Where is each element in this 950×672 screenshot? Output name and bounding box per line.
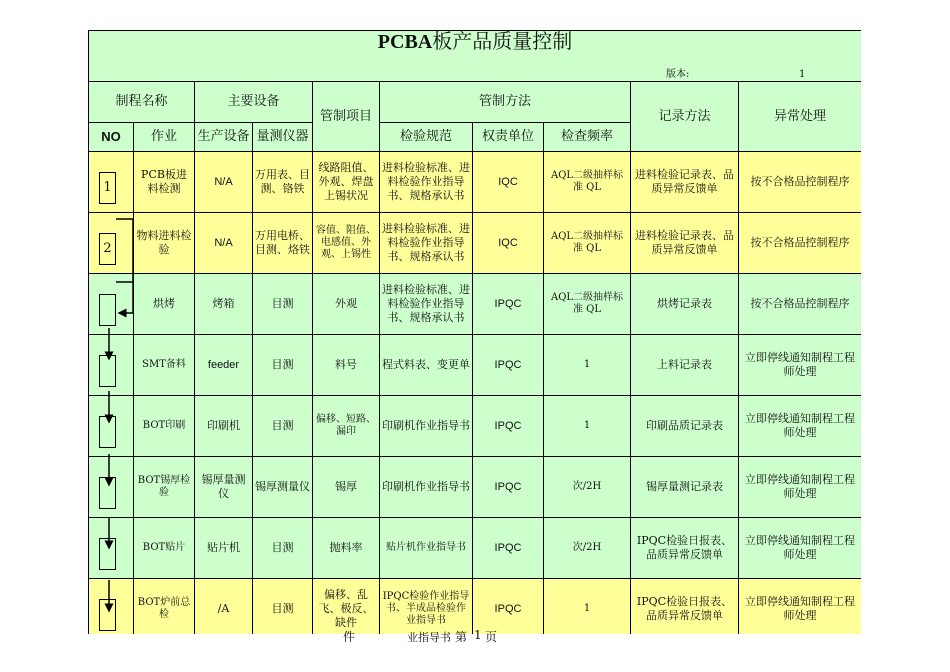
measuring-instrument-cell: 目测 <box>253 579 313 635</box>
responsible-unit-cell: IQC <box>473 152 544 213</box>
flow-step-box <box>99 294 116 326</box>
inspection-frequency-cell: 1 <box>544 579 631 635</box>
footer-page-suffix: 页 <box>485 630 498 644</box>
exception-handling-cell: 立即停线通知制程工程师处理 <box>739 518 862 579</box>
responsible-unit-cell: IPQC <box>473 457 544 518</box>
inspection-frequency-cell: AQL二级抽样标准 QL <box>544 274 631 335</box>
exception-handling-cell: 立即停线通知制程工程师处理 <box>739 579 862 635</box>
header-record-method: 记录方法 <box>631 82 739 152</box>
measuring-instrument-cell: 万用电桥、目测、烙铁 <box>253 213 313 274</box>
flow-step-box <box>99 355 116 387</box>
operation-cell: 物料进料检验 <box>134 213 195 274</box>
header-control-item: 管制项目 <box>313 82 380 152</box>
responsible-unit-cell: IPQC <box>473 579 544 635</box>
production-equipment-cell: N/A <box>195 213 253 274</box>
exception-handling-cell: 按不合格品控制程序 <box>739 274 862 335</box>
title-latin: PCBA <box>377 31 433 53</box>
operation-cell: SMT备料 <box>134 335 195 396</box>
responsible-unit-cell: IPQC <box>473 274 544 335</box>
exception-handling-cell: 按不合格品控制程序 <box>739 213 862 274</box>
inspection-spec-cell: 进料检验标准、进料检验作业指导书、规格承认书 <box>380 274 473 335</box>
header-operation: 作业 <box>134 123 195 152</box>
footer-fragment-left: 件 <box>343 630 356 644</box>
version-value: 1 <box>799 69 806 80</box>
record-method-cell: 印刷品质记录表 <box>631 396 739 457</box>
inspection-spec-cell: 印刷机作业指导书 <box>380 396 473 457</box>
measuring-instrument-cell: 目测 <box>253 518 313 579</box>
record-method-cell: IPQC检验日报表、品质异常反馈单 <box>631 579 739 635</box>
measuring-instrument-cell: 目测 <box>253 396 313 457</box>
production-equipment-cell: 印刷机 <box>195 396 253 457</box>
no-cell <box>89 396 134 457</box>
header-measuring-instrument: 量测仪器 <box>253 123 313 152</box>
control-item-cell: 料号 <box>313 335 380 396</box>
exception-handling-cell: 立即停线通知制程工程师处理 <box>739 457 862 518</box>
table-row <box>89 274 862 335</box>
operation-cell: BOT炉前总检 <box>134 579 195 635</box>
operation-cell: BOT印刷 <box>134 396 195 457</box>
inspection-frequency-cell: 次/2H <box>544 518 631 579</box>
inspection-spec-cell: IPQC检验作业指导书、半成品检验作业指导书 <box>380 579 473 635</box>
flow-step-box <box>99 477 116 509</box>
measuring-instrument-cell: 目测 <box>253 274 313 335</box>
flow-step-box <box>99 538 116 570</box>
table-row <box>89 335 862 396</box>
inspection-frequency-cell: 1 <box>544 335 631 396</box>
responsible-unit-cell: IQC <box>473 213 544 274</box>
responsible-unit-cell: IPQC <box>473 396 544 457</box>
operation-cell: 烘烤 <box>134 274 195 335</box>
responsible-unit-cell: IPQC <box>473 518 544 579</box>
control-item-cell: 偏移、乱飞、极反、缺件 <box>313 579 380 635</box>
no-cell <box>89 518 134 579</box>
inspection-spec-cell: 进料检验标准、进料检验作业指导书、规格承认书 <box>380 213 473 274</box>
version-label: 版本: <box>666 69 690 80</box>
inspection-spec-cell: 进料检验标准、进料检验作业指导书、规格承认书 <box>380 152 473 213</box>
title-row <box>89 31 862 82</box>
header-no: NO <box>89 123 134 152</box>
quality-control-table <box>88 30 861 634</box>
exception-handling-cell: 按不合格品控制程序 <box>739 152 862 213</box>
inspection-spec-cell: 印刷机作业指导书 <box>380 457 473 518</box>
header-main-equipment: 主要设备 <box>195 82 313 123</box>
header-process-name: 制程名称 <box>89 82 195 123</box>
flow-step-box: 1 <box>99 172 116 204</box>
measuring-instrument-cell: 万用表、目测、铬铁 <box>253 152 313 213</box>
page-title <box>89 31 861 53</box>
table-row <box>89 579 862 635</box>
control-item-cell: 抛料率 <box>313 518 380 579</box>
flow-step-box <box>99 416 116 448</box>
footer-page-prefix: 第 <box>455 630 468 644</box>
no-cell <box>89 579 134 635</box>
title-cjk: 板产品质量控制 <box>432 31 573 53</box>
flow-step-box <box>99 599 116 631</box>
no-cell <box>89 152 134 213</box>
production-equipment-cell: /A <box>195 579 253 635</box>
measuring-instrument-cell: 锡厚测量仪 <box>253 457 313 518</box>
header-production-equipment: 生产设备 <box>195 123 253 152</box>
header-control-method: 管制方法 <box>380 82 631 123</box>
flow-step-box: 2 <box>99 233 116 265</box>
measuring-instrument-cell: 目测 <box>253 335 313 396</box>
footer-fragment-mid: 业指导书 <box>407 631 451 644</box>
inspection-frequency-cell: AQL二级抽样标准 QL <box>544 213 631 274</box>
record-method-cell: 进料检验记录表、品质异常反馈单 <box>631 213 739 274</box>
no-cell <box>89 457 134 518</box>
record-method-cell: 上料记录表 <box>631 335 739 396</box>
exception-handling-cell: 立即停线通知制程工程师处理 <box>739 396 862 457</box>
record-method-cell: IPQC检验日报表、品质异常反馈单 <box>631 518 739 579</box>
header-row-1 <box>89 82 862 123</box>
control-item-cell: 外观 <box>313 274 380 335</box>
no-cell <box>89 335 134 396</box>
title-cell <box>89 31 862 82</box>
inspection-frequency-cell: 次/2H <box>544 457 631 518</box>
header-inspection-frequency: 检查频率 <box>544 123 631 152</box>
control-item-cell: 锡厚 <box>313 457 380 518</box>
operation-cell: BOT锡厚检验 <box>134 457 195 518</box>
production-equipment-cell: N/A <box>195 152 253 213</box>
production-equipment-cell: 贴片机 <box>195 518 253 579</box>
inspection-frequency-cell: AQL二级抽样标准 QL <box>544 152 631 213</box>
header-responsible-unit: 权责单位 <box>473 123 544 152</box>
control-item-cell: 线路阻值、外观、焊盘上锡状况 <box>313 152 380 213</box>
inspection-frequency-cell: 1 <box>544 396 631 457</box>
operation-cell: BOT贴片 <box>134 518 195 579</box>
table-row <box>89 152 862 213</box>
table-row <box>89 213 862 274</box>
operation-cell: PCB板进料检测 <box>134 152 195 213</box>
control-item-cell: 偏移、短路、漏印 <box>313 396 380 457</box>
table-row <box>89 396 862 457</box>
header-exception-handling: 异常处理 <box>739 82 862 152</box>
inspection-spec-cell: 程式料表、变更单 <box>380 335 473 396</box>
quality-control-sheet <box>88 30 861 634</box>
table-row <box>89 518 862 579</box>
record-method-cell: 锡厚量测记录表 <box>631 457 739 518</box>
record-method-cell: 烘烤记录表 <box>631 274 739 335</box>
inspection-spec-cell: 贴片机作业指导书 <box>380 518 473 579</box>
production-equipment-cell: feeder <box>195 335 253 396</box>
footer-page-number: 1 <box>474 628 482 642</box>
table-row <box>89 457 862 518</box>
exception-handling-cell: 立即停线通知制程工程师处理 <box>739 335 862 396</box>
no-cell <box>89 274 134 335</box>
production-equipment-cell: 烤箱 <box>195 274 253 335</box>
production-equipment-cell: 锡厚量测仪 <box>195 457 253 518</box>
responsible-unit-cell: IPQC <box>473 335 544 396</box>
control-item-cell: 容值、阻值、电感值、外观、上锡性 <box>313 213 380 274</box>
record-method-cell: 进料检验记录表、品质异常反馈单 <box>631 152 739 213</box>
no-cell <box>89 213 134 274</box>
page-footer <box>0 628 950 644</box>
header-inspection-spec: 检验规范 <box>380 123 473 152</box>
